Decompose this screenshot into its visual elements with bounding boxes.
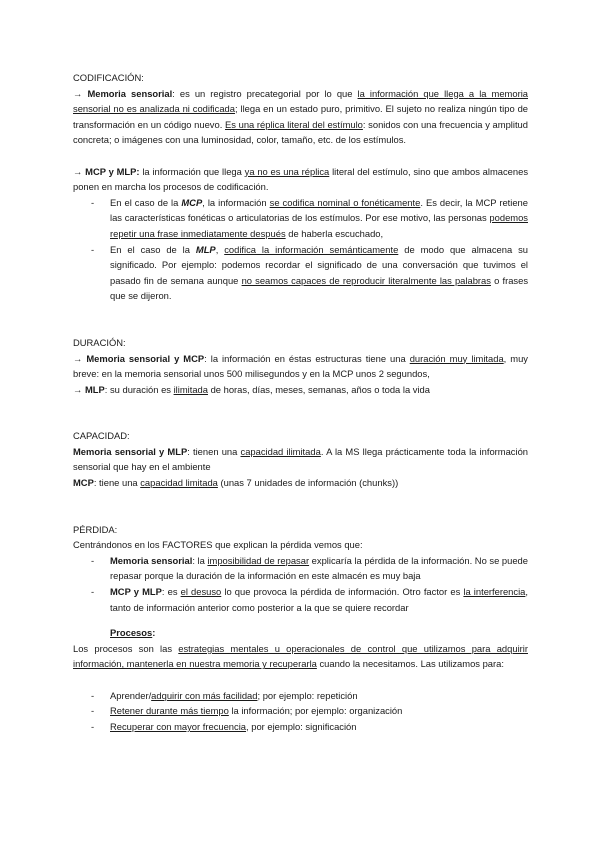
list-item: - En el caso de la MLP, codifica la información semánticamente de modo que almacena su significado. Por ejemplo: podemos recordar el significado de una conversación que tuvimos el pasado fin de semana aunque no seamos capaces de reproducir literalmente las palabras o frases que se dijeron.: [73, 242, 528, 304]
section-procesos: [73, 625, 528, 734]
section-title: CAPACIDAD:: [73, 430, 130, 442]
section-title: PÉRDIDA:: [73, 523, 118, 535]
section-perdida: [73, 522, 528, 616]
paragraph: → Memoria sensorial y MCP: la información en éstas estructuras tiene una duración muy limitada, muy breve: en la memoria sensorial unos 500 milisegundos y en la MCP unos 2 segundos,: [73, 352, 528, 380]
list-item: - MCP y MLP: es el desuso lo que provoca la pérdida de información. Otro factor es la interferencia, tanto de información anterior como posterior a la que se quiere recordar: [73, 584, 528, 615]
section-duracion: [73, 335, 528, 397]
section-title: DURACIÓN:: [73, 336, 126, 348]
bullet-list: [73, 195, 528, 304]
paragraph: → Memoria sensorial: es un registro precategorial por lo que la información que llega a la memoria sensorial no es analizada ni codificada; llega en un estado puro, primitivo. El sujeto no realiza ningún tipo de transformación en un código nuevo. Es una réplica literal del estímulo: sonidos con una frecuencia y amplitud concreta; o imágenes con una luminosidad, color, tamaño, etc. de los estímulos.: [73, 87, 529, 146]
section-codificacion: [73, 70, 528, 304]
bullet-list: [73, 688, 528, 735]
list-item: - Recuperar con mayor frecuencia, por ejemplo: significación: [73, 719, 528, 735]
paragraph: Los procesos son las estrategias mentales u operacionales de control que utilizamos para adquirir información, mantenerla en nuestra memoria y recuperarla cuando la necesitamos. Las utilizamos para:: [73, 642, 528, 670]
list-item: - En el caso de la MCP, la información se codifica nominal o fonéticamente. Es decir, la MCP retiene las características fonéticas o articulatorias de los estímulos. Por ese motivo, las personas podemos repetir una frase inmediatamente después de haberla escuchado,: [73, 195, 528, 242]
paragraph: → MLP: su duración es ilimitada de horas, días, meses, semanas, años o toda la vida: [73, 383, 430, 395]
paragraph: → MCP y MLP: la información que llega ya no es una réplica literal del estímulo, sino que ambos almacenes ponen en marcha los procesos de codificación.: [73, 165, 529, 193]
paragraph: MCP: tiene una capacidad limitada (unas 7 unidades de información (chunks)): [73, 477, 399, 489]
section-title: CODIFICACIÓN:: [73, 72, 144, 83]
paragraph: Memoria sensorial y MLP: tienen una capacidad ilimitada. A la MS llega prácticamente toda la información sensorial que hay en el ambiente: [73, 445, 528, 473]
paragraph: Centrándonos en los FACTORES que explican la pérdida vemos que:: [73, 539, 363, 551]
section-capacidad: [73, 428, 528, 490]
bullet-list: [73, 553, 528, 615]
section-title: Procesos:: [110, 627, 156, 639]
list-item: - Retener durante más tiempo la información; por ejemplo: organización: [73, 703, 528, 719]
list-item: - Memoria sensorial: la imposibilidad de repasar explicaría la pérdida de la información. No se puede repasar porque la duración de la información en este almacén es muy baja: [73, 553, 528, 584]
list-item: - Aprender/adquirir con más facilidad; por ejemplo: repetición: [73, 688, 528, 704]
document-page: [73, 70, 528, 734]
